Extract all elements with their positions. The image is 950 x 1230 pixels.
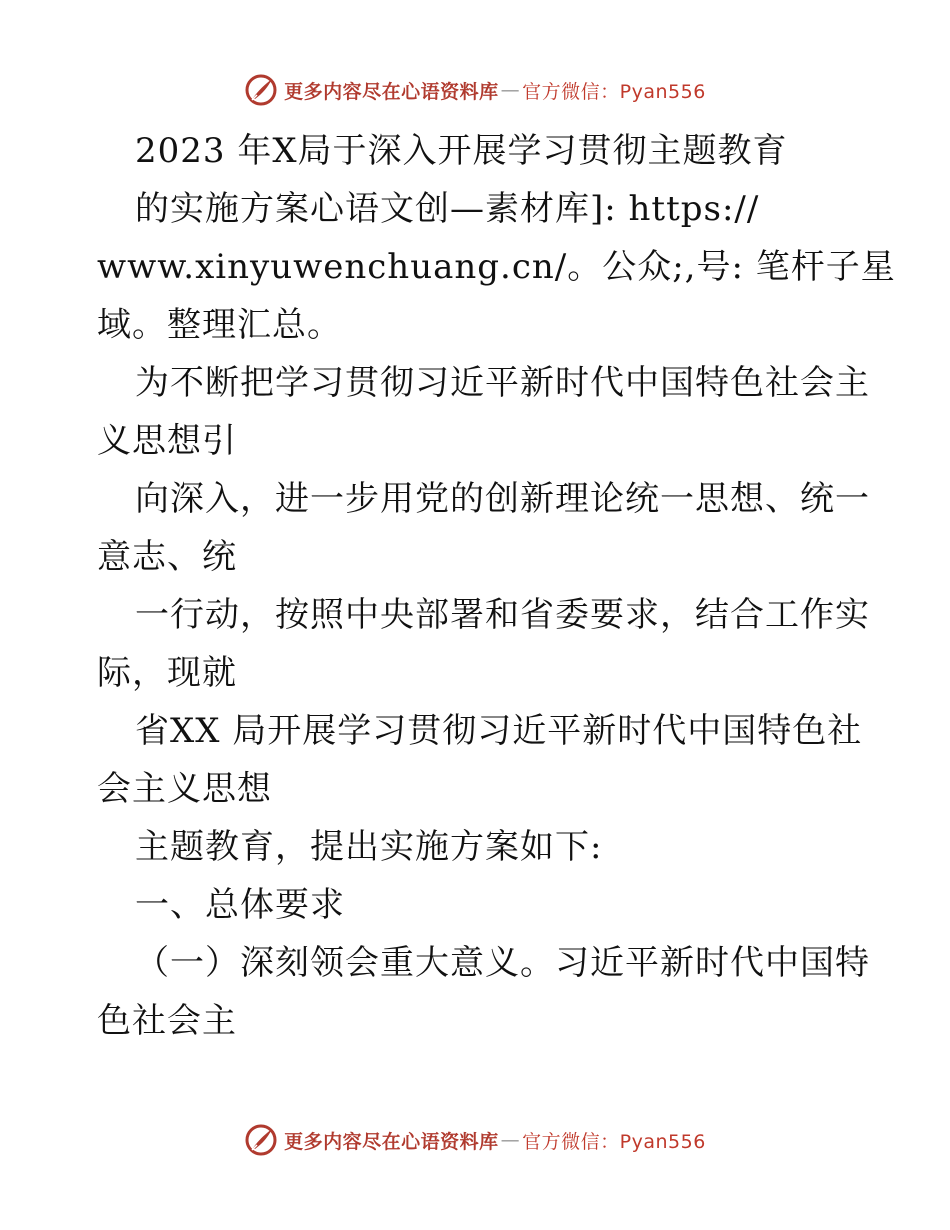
text-line: 主题教育，提出实施方案如下: xyxy=(135,827,603,867)
quill-logo-icon xyxy=(244,73,278,107)
text-line: 2023 年X局于深入开展学习贯彻主题教育 xyxy=(135,131,788,171)
text-line: 一行动，按照中央部署和省委要求，结合工作实 xyxy=(135,595,870,635)
text-line: 向深入，进一步用党的创新理论统一思想、统一 xyxy=(135,479,870,519)
text-line: 会主义思想 xyxy=(97,769,272,809)
banner-main-text: 更多内容尽在心语资料库 xyxy=(284,1130,499,1153)
text-line: 为不断把学习贯彻习近平新时代中国特色社会主 xyxy=(135,363,870,403)
banner-wechat-text: 官方微信：Pyan556 xyxy=(522,1130,706,1153)
text-line: 义思想引 xyxy=(97,421,237,461)
text-line: 域。整理汇总。 xyxy=(97,305,342,345)
banner-dash: — xyxy=(500,79,521,101)
banner-dash: — xyxy=(500,1129,521,1151)
banner-main-text: 更多内容尽在心语资料库 xyxy=(284,80,499,103)
text-line: 意志、统 xyxy=(97,537,237,577)
section-heading: 一、总体要求 xyxy=(135,885,345,925)
text-line: 色社会主 xyxy=(97,1001,237,1041)
text-line: （一）深刻领会重大意义。习近平新时代中国特 xyxy=(135,943,870,983)
quill-logo-icon xyxy=(244,1123,278,1157)
text-line: 际，现就 xyxy=(97,653,237,693)
footer-watermark-banner xyxy=(0,1120,950,1160)
document-body xyxy=(97,122,896,1050)
header-watermark-banner xyxy=(0,70,950,110)
banner-wechat-text: 官方微信：Pyan556 xyxy=(522,80,706,103)
text-line: www.xinyuwenchuang.cn/。公众;,号: 笔杆子星 xyxy=(97,247,896,287)
text-line: 的实施方案心语文创—素材库]: https:// xyxy=(135,189,760,229)
text-line: 省XX 局开展学习贯彻习近平新时代中国特色社 xyxy=(135,711,863,751)
